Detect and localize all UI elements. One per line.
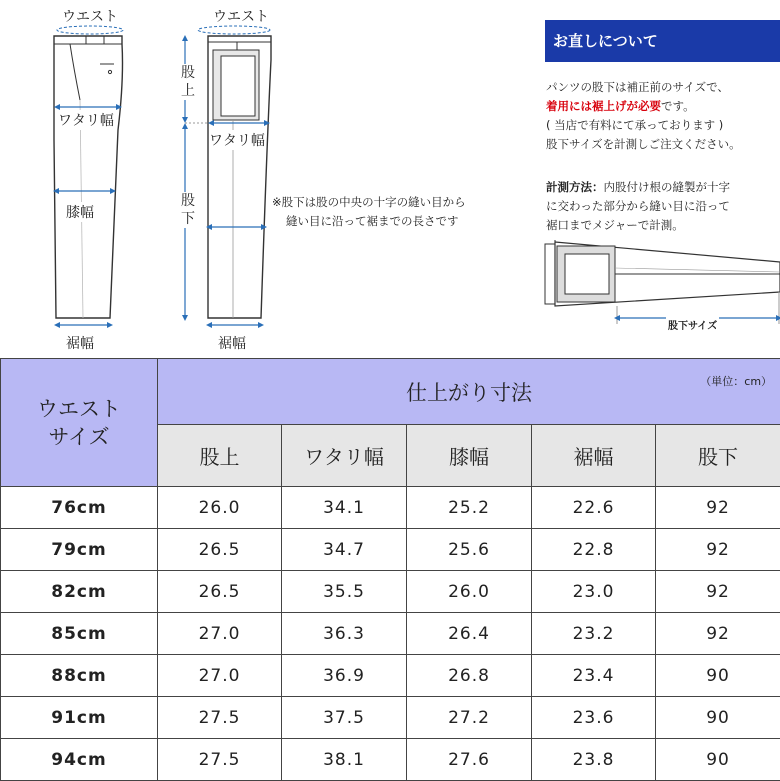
- side-pants-diagram: [543, 240, 780, 332]
- front-waist-ellipse: [57, 26, 123, 34]
- waist-size-cell: 82cm: [1, 571, 158, 613]
- table-row: [1, 571, 780, 613]
- back-hem-label: 裾幅: [218, 333, 246, 353]
- measurement-cell: 27.6: [407, 739, 532, 781]
- measurement-cell: 26.5: [158, 571, 282, 613]
- info-line-2: 着用には裾上げが必要です。: [546, 97, 780, 116]
- waist-size-cell: 85cm: [1, 613, 158, 655]
- measurement-cell: 92: [656, 613, 780, 655]
- table-row: [1, 655, 780, 697]
- measurement-cell: 27.2: [407, 697, 532, 739]
- note-line-1: ※股下は股の中央の十字の縫い目から: [272, 193, 517, 212]
- measurement-cell: 23.8: [532, 739, 656, 781]
- waist-size-header: ウエスト サイズ: [1, 359, 158, 487]
- measurement-cell: 23.0: [532, 571, 656, 613]
- info-line-3: ( 当店で有料にて承っております ): [546, 116, 780, 135]
- table-row: [1, 529, 780, 571]
- column-header: 膝幅: [407, 425, 532, 487]
- measurement-cell: 23.2: [532, 613, 656, 655]
- measurement-cell: 34.7: [282, 529, 407, 571]
- measurement-cell: 25.6: [407, 529, 532, 571]
- column-header: 股上: [158, 425, 282, 487]
- back-waist-label: ウエスト: [213, 6, 269, 26]
- finished-size-header: 仕上がり寸法 （単位：cm）: [158, 359, 780, 425]
- measure-method-text: 計測方法：内股付け根の縫製が十字 に交わった部分から縫い目に沿って 裾口までメジャーで計測。: [546, 178, 780, 235]
- measurement-cell: 38.1: [282, 739, 407, 781]
- info-line-1: パンツの股下は補正前のサイズで、: [546, 78, 780, 97]
- waist-size-cell: 91cm: [1, 697, 158, 739]
- inseam-note: [272, 193, 517, 231]
- waist-size-cell: 88cm: [1, 655, 158, 697]
- side-pants-outline: [545, 240, 555, 304]
- info-title: お直しについて: [545, 20, 780, 62]
- front-knee-label: 膝幅: [66, 202, 94, 222]
- side-inseam-label: 股下サイズ: [666, 317, 719, 332]
- measurement-cell: 27.0: [158, 655, 282, 697]
- back-rise-label: 股上: [180, 64, 196, 100]
- hem-required-text: 着用には裾上げが必要: [546, 99, 661, 113]
- measurement-cell: 90: [656, 655, 780, 697]
- measurement-cell: 25.2: [407, 487, 532, 529]
- measurement-cell: 36.3: [282, 613, 407, 655]
- back-waist-ellipse: [198, 26, 270, 34]
- column-header: ワタリ幅: [282, 425, 407, 487]
- measurement-cell: 36.9: [282, 655, 407, 697]
- measurement-cell: 26.5: [158, 529, 282, 571]
- measurement-cell: 92: [656, 571, 780, 613]
- table-row: [1, 613, 780, 655]
- table-row: [1, 697, 780, 739]
- measurement-cell: 90: [656, 739, 780, 781]
- measurement-cell: 27.5: [158, 697, 282, 739]
- measurement-cell: 26.0: [158, 487, 282, 529]
- measurement-cell: 27.0: [158, 613, 282, 655]
- measurement-cell: 37.5: [282, 697, 407, 739]
- measurement-cell: 90: [656, 697, 780, 739]
- back-inseam-label: 股下: [180, 192, 196, 228]
- measure-label: 計測方法：: [546, 180, 604, 194]
- front-hem-label: 裾幅: [66, 333, 94, 353]
- waist-size-cell: 94cm: [1, 739, 158, 781]
- measurement-cell: 26.8: [407, 655, 532, 697]
- measurement-cell: 23.6: [532, 697, 656, 739]
- measurement-cell: 22.8: [532, 529, 656, 571]
- table-row: [1, 739, 780, 781]
- info-text: [546, 78, 780, 154]
- measurement-cell: 27.5: [158, 739, 282, 781]
- info-line-4: 股下サイズを計測しご注文ください。: [546, 135, 780, 154]
- measurement-cell: 35.5: [282, 571, 407, 613]
- back-thigh-label: ワタリ幅: [209, 130, 265, 150]
- table-body: [1, 487, 780, 781]
- measurement-cell: 26.0: [407, 571, 532, 613]
- measurement-cell: 92: [656, 487, 780, 529]
- table-row: [1, 487, 780, 529]
- measurement-cell: 22.6: [532, 487, 656, 529]
- waist-size-cell: 79cm: [1, 529, 158, 571]
- measurement-cell: 92: [656, 529, 780, 571]
- column-header: 股下: [656, 425, 780, 487]
- measurement-cell: 34.1: [282, 487, 407, 529]
- size-table: [0, 358, 780, 781]
- measurement-cell: 26.4: [407, 613, 532, 655]
- front-waist-label: ウエスト: [62, 6, 118, 26]
- waist-size-cell: 76cm: [1, 487, 158, 529]
- note-line-2: 縫い目に沿って裾までの長さです: [272, 212, 517, 231]
- front-pants-diagram: [40, 20, 150, 350]
- column-header: 裾幅: [532, 425, 656, 487]
- front-thigh-label: ワタリ幅: [58, 110, 114, 130]
- front-pants-outline: [54, 36, 123, 318]
- unit-label: （単位：cm）: [700, 373, 772, 389]
- measurement-cell: 23.4: [532, 655, 656, 697]
